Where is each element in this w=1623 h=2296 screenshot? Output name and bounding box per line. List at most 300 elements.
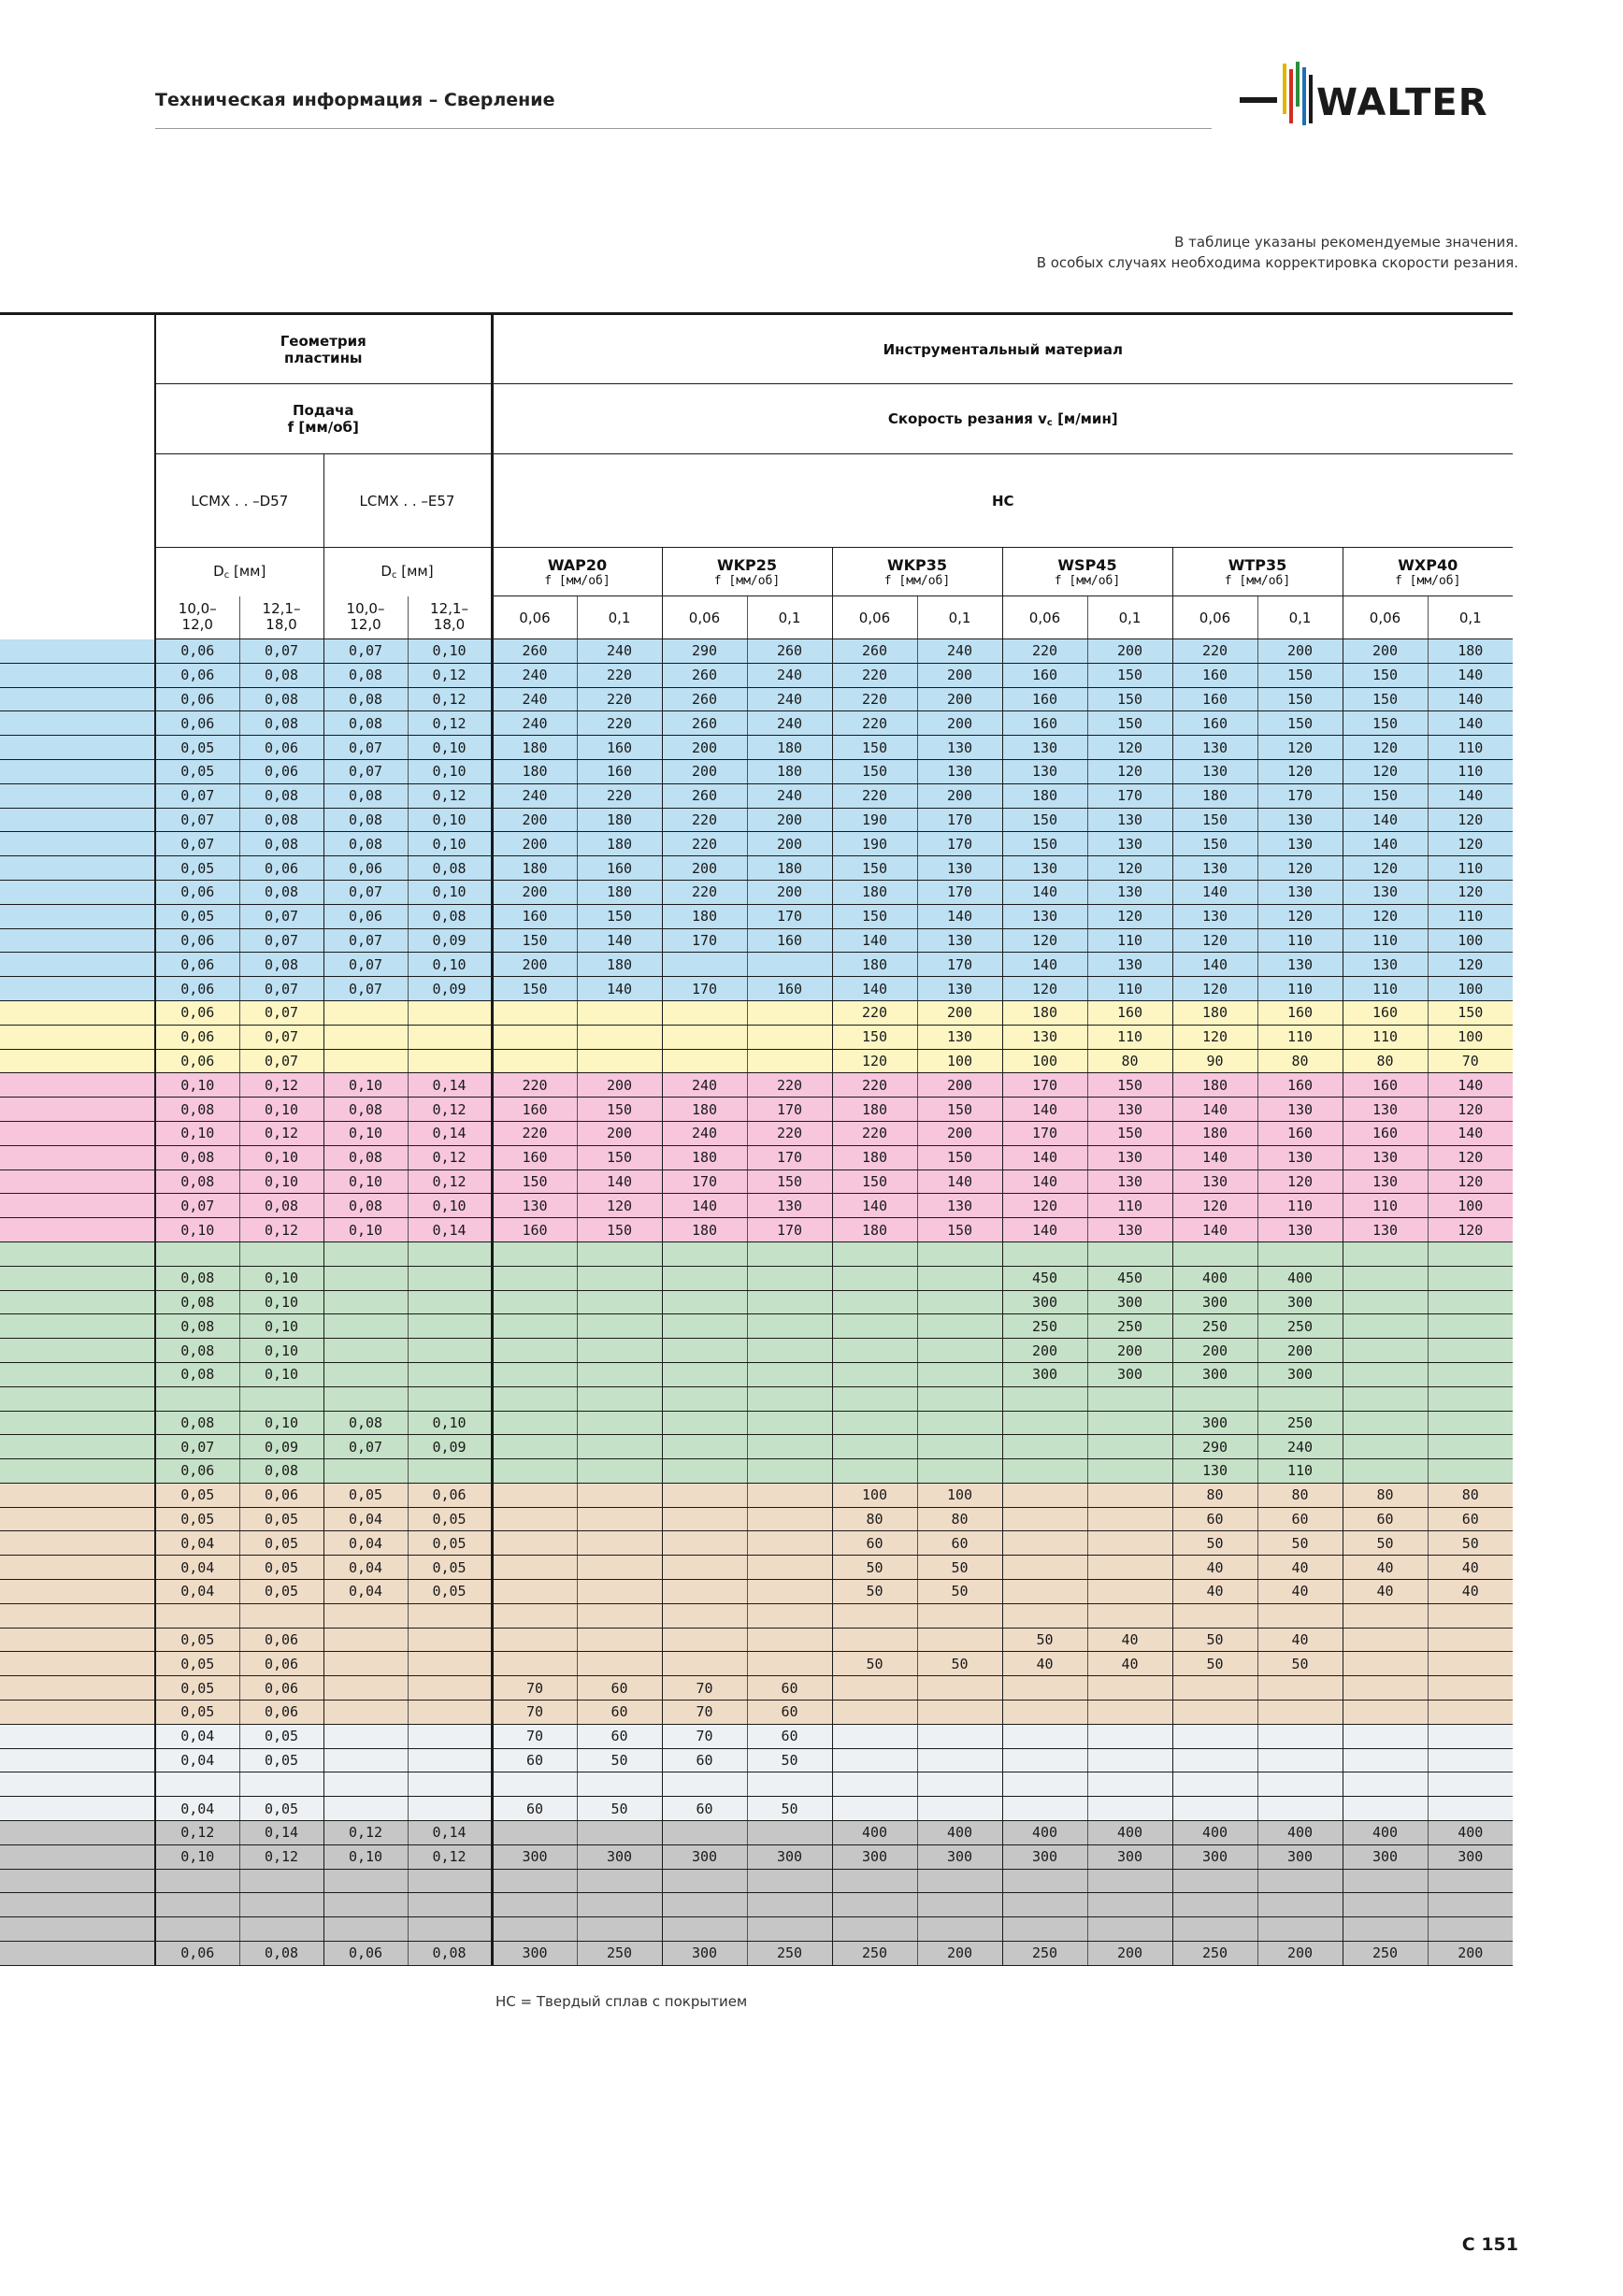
table-cell: 0,08 [239, 1194, 323, 1218]
table-cell: 50 [1172, 1652, 1257, 1676]
grade-header-wxp40: WXP40 f [мм/об] [1343, 548, 1513, 596]
table-cell [1087, 1603, 1172, 1628]
row-group-cell [0, 1844, 155, 1869]
table-cell [408, 1676, 492, 1700]
table-cell [492, 1049, 577, 1073]
row-group-cell [0, 977, 155, 1001]
table-cell: 0,10 [239, 1145, 323, 1170]
table-cell: 0,05 [155, 1507, 239, 1531]
table-cell [239, 1893, 323, 1917]
table-cell: 100 [1428, 928, 1513, 953]
table-cell [1087, 1483, 1172, 1507]
row-group-cell [0, 832, 155, 856]
table-cell: 0,08 [323, 663, 408, 687]
feed-value-header: 0,06 [1172, 596, 1257, 639]
table-cell: 140 [832, 977, 917, 1001]
table-cell [1343, 1700, 1428, 1725]
table-cell [832, 1893, 917, 1917]
feed-header: Подача f [мм/об] [155, 384, 492, 454]
table-cell: 70 [492, 1700, 577, 1725]
table-cell [917, 1724, 1002, 1748]
table-cell [662, 1772, 747, 1797]
table-cell [408, 1652, 492, 1676]
table-cell [492, 1869, 577, 1893]
table-cell [747, 1628, 832, 1652]
table-cell: 130 [1087, 832, 1172, 856]
table-cell [408, 1869, 492, 1893]
table-cell [323, 1241, 408, 1266]
row-group-cell [0, 1917, 155, 1942]
table-cell [323, 1724, 408, 1748]
table-cell: 220 [662, 832, 747, 856]
table-row [0, 759, 1513, 783]
table-cell: 0,10 [408, 880, 492, 904]
row-group-cell [0, 1942, 155, 1966]
table-cell: 250 [1172, 1942, 1257, 1966]
table-cell: 180 [662, 1098, 747, 1122]
row-group-cell [0, 1724, 155, 1748]
table-cell: 160 [492, 1098, 577, 1122]
table-cell: 240 [747, 711, 832, 736]
row-group-cell [0, 1507, 155, 1531]
table-cell: 150 [832, 759, 917, 783]
table-cell: 0,10 [408, 953, 492, 977]
table-cell: 150 [1087, 687, 1172, 711]
table-cell: 300 [1002, 1362, 1087, 1386]
table-cell: 110 [1428, 759, 1513, 783]
table-cell [577, 1459, 662, 1484]
table-cell: 200 [747, 880, 832, 904]
table-cell: 260 [662, 783, 747, 808]
table-cell: 120 [1172, 1194, 1257, 1218]
table-cell: 110 [1428, 856, 1513, 881]
table-cell: 0,12 [239, 1121, 323, 1145]
table-cell: 260 [662, 711, 747, 736]
table-cell: 140 [662, 1194, 747, 1218]
table-cell [662, 1821, 747, 1845]
table-cell: 120 [1172, 928, 1257, 953]
table-cell [662, 1893, 747, 1917]
table-cell: 130 [1087, 1218, 1172, 1242]
table-cell: 40 [1428, 1580, 1513, 1604]
table-cell: 140 [1172, 1098, 1257, 1122]
table-cell: 130 [492, 1194, 577, 1218]
table-cell [1002, 1772, 1087, 1797]
table-cell: 220 [832, 711, 917, 736]
table-cell [1087, 1580, 1172, 1604]
table-cell: 290 [662, 639, 747, 664]
table-cell [1257, 1676, 1343, 1700]
table-cell [1343, 1772, 1428, 1797]
table-cell [408, 1314, 492, 1339]
table-cell [1428, 1893, 1513, 1917]
table-cell: 180 [662, 904, 747, 928]
table-cell: 200 [492, 808, 577, 832]
table-row [0, 1507, 1513, 1531]
table-cell [1428, 1459, 1513, 1484]
table-cell [1257, 1748, 1343, 1772]
table-cell: 130 [1002, 759, 1087, 783]
table-cell [1002, 1580, 1087, 1604]
table-cell: 140 [1002, 880, 1087, 904]
table-cell [577, 1241, 662, 1266]
table-row [0, 856, 1513, 881]
table-cell [408, 1025, 492, 1049]
table-cell [832, 1290, 917, 1314]
table-cell: 240 [662, 1073, 747, 1098]
table-cell: 250 [1257, 1411, 1343, 1435]
table-cell [577, 1580, 662, 1604]
table-cell [1257, 1869, 1343, 1893]
table-cell: 220 [1172, 639, 1257, 664]
table-cell: 180 [747, 759, 832, 783]
table-cell: 0,10 [239, 1362, 323, 1386]
table-cell: 0,08 [155, 1145, 239, 1170]
table-cell [1428, 1869, 1513, 1893]
table-cell: 0,04 [155, 1531, 239, 1556]
row-group-cell [0, 1290, 155, 1314]
table-cell: 130 [917, 736, 1002, 760]
table-cell: 110 [1257, 1459, 1343, 1484]
table-cell [747, 1893, 832, 1917]
table-cell: 60 [577, 1676, 662, 1700]
table-cell [1343, 1917, 1428, 1942]
table-cell: 250 [1257, 1314, 1343, 1339]
table-cell: 250 [747, 1942, 832, 1966]
table-cell [832, 1314, 917, 1339]
table-cell: 0,08 [155, 1362, 239, 1386]
table-cell [577, 1483, 662, 1507]
table-cell [492, 1266, 577, 1290]
table-cell: 240 [577, 639, 662, 664]
table-cell: 0,08 [155, 1339, 239, 1363]
table-cell: 180 [832, 880, 917, 904]
table-cell: 400 [1002, 1821, 1087, 1845]
table-cell [1172, 1772, 1257, 1797]
table-cell: 180 [1002, 1000, 1087, 1025]
table-cell [662, 953, 747, 977]
table-cell: 0,10 [155, 1073, 239, 1098]
table-cell: 0,08 [155, 1098, 239, 1122]
row-group-cell [0, 1241, 155, 1266]
table-cell: 180 [662, 1218, 747, 1242]
table-cell [1343, 1386, 1428, 1411]
table-cell [1002, 1893, 1087, 1917]
table-cell: 120 [1343, 759, 1428, 783]
table-cell: 180 [1172, 1000, 1257, 1025]
table-cell: 70 [1428, 1049, 1513, 1073]
table-cell [492, 1025, 577, 1049]
table-cell: 140 [917, 904, 1002, 928]
table-cell: 140 [1172, 880, 1257, 904]
table-row [0, 1170, 1513, 1194]
table-cell: 220 [492, 1073, 577, 1098]
insert-e57-header: LCMX . . –E57 [323, 454, 492, 548]
table-cell: 180 [492, 736, 577, 760]
table-cell: 0,10 [408, 639, 492, 664]
table-cell: 0,06 [323, 1942, 408, 1966]
table-cell: 0,10 [239, 1314, 323, 1339]
table-cell [747, 1772, 832, 1797]
table-cell: 0,04 [155, 1580, 239, 1604]
table-cell: 170 [747, 904, 832, 928]
table-cell [747, 1917, 832, 1942]
table-cell: 80 [1257, 1049, 1343, 1073]
table-cell [1428, 1700, 1513, 1725]
feed-value-header: 0,06 [1343, 596, 1428, 639]
table-cell: 0,06 [239, 1676, 323, 1700]
table-cell: 130 [1343, 1218, 1428, 1242]
table-cell [155, 1386, 239, 1411]
table-cell: 0,04 [155, 1556, 239, 1580]
table-cell [1428, 1603, 1513, 1628]
row-group-cell [0, 1049, 155, 1073]
table-cell: 130 [1172, 904, 1257, 928]
row-group-cell [0, 1869, 155, 1893]
table-cell: 400 [1343, 1821, 1428, 1845]
table-cell [323, 1000, 408, 1025]
table-cell: 150 [1002, 808, 1087, 832]
table-cell: 150 [1087, 663, 1172, 687]
table-cell [577, 1893, 662, 1917]
table-cell [747, 1314, 832, 1339]
table-cell [1087, 1772, 1172, 1797]
table-cell [1343, 1290, 1428, 1314]
table-cell: 110 [1257, 928, 1343, 953]
footnote: HC = Твердый сплав с покрытием [496, 1993, 748, 2010]
table-cell [577, 1266, 662, 1290]
table-row [0, 736, 1513, 760]
table-cell: 0,07 [155, 1435, 239, 1459]
table-cell: 0,07 [323, 880, 408, 904]
row-group-cell [0, 1000, 155, 1025]
table-cell: 0,10 [239, 1266, 323, 1290]
table-cell: 0,10 [239, 1170, 323, 1194]
table-cell [747, 1652, 832, 1676]
table-cell: 50 [577, 1748, 662, 1772]
dc-header-2: $D_c$ [мм] [323, 548, 492, 596]
table-row [0, 1942, 1513, 1966]
table-cell: 130 [1172, 856, 1257, 881]
table-cell [577, 1531, 662, 1556]
table-cell: 80 [832, 1507, 917, 1531]
table-cell: 50 [1257, 1652, 1343, 1676]
table-cell: 110 [1087, 1194, 1172, 1218]
table-cell: 160 [492, 1218, 577, 1242]
row-group-cell [0, 1821, 155, 1845]
table-cell: 0,12 [408, 1145, 492, 1170]
table-cell: 0,08 [323, 783, 408, 808]
table-row [0, 1821, 1513, 1845]
table-cell [323, 1290, 408, 1314]
table-cell [492, 1411, 577, 1435]
table-cell: 60 [492, 1797, 577, 1821]
table-cell: 0,06 [155, 1942, 239, 1966]
table-cell [747, 1411, 832, 1435]
table-cell [577, 1652, 662, 1676]
row-group-cell [0, 1362, 155, 1386]
table-cell [1172, 1797, 1257, 1821]
table-cell: 60 [1343, 1507, 1428, 1531]
table-cell: 120 [1087, 904, 1172, 928]
table-cell: 110 [1428, 904, 1513, 928]
table-cell: 300 [1343, 1844, 1428, 1869]
table-cell: 0,09 [239, 1435, 323, 1459]
table-cell: 0,10 [408, 1194, 492, 1218]
table-cell: 400 [832, 1821, 917, 1845]
table-cell: 150 [917, 1218, 1002, 1242]
table-cell: 180 [832, 1098, 917, 1122]
table-cell: 100 [917, 1049, 1002, 1073]
table-cell [1428, 1435, 1513, 1459]
table-cell: 240 [747, 687, 832, 711]
table-cell: 170 [1002, 1121, 1087, 1145]
table-cell: 0,08 [239, 663, 323, 687]
table-cell: 120 [1172, 977, 1257, 1001]
table-cell: 140 [1002, 1170, 1087, 1194]
table-cell [492, 1459, 577, 1484]
table-cell: 0,08 [323, 1411, 408, 1435]
table-cell: 180 [1428, 639, 1513, 664]
table-cell: 120 [1002, 1194, 1087, 1218]
table-cell: 0,12 [408, 711, 492, 736]
table-cell [1172, 1917, 1257, 1942]
row-group-cell [0, 663, 155, 687]
table-cell [1087, 1556, 1172, 1580]
table-row [0, 1772, 1513, 1797]
table-cell: 170 [747, 1218, 832, 1242]
table-cell: 130 [917, 1194, 1002, 1218]
table-cell: 140 [832, 1194, 917, 1218]
table-cell [1343, 1314, 1428, 1339]
table-cell [917, 1772, 1002, 1797]
table-cell: 110 [1087, 1025, 1172, 1049]
table-cell: 0,07 [323, 1435, 408, 1459]
table-cell [323, 1049, 408, 1073]
table-cell: 130 [1087, 1170, 1172, 1194]
table-cell: 40 [1257, 1580, 1343, 1604]
table-cell: 70 [662, 1676, 747, 1700]
table-cell: 0,10 [408, 736, 492, 760]
table-row [0, 783, 1513, 808]
table-cell [323, 1339, 408, 1363]
table-cell [747, 1266, 832, 1290]
table-cell: 50 [1428, 1531, 1513, 1556]
table-cell: 160 [1172, 663, 1257, 687]
table-cell: 200 [1002, 1339, 1087, 1363]
table-cell [1002, 1386, 1087, 1411]
table-cell: 0,05 [239, 1724, 323, 1748]
table-cell: 60 [662, 1797, 747, 1821]
table-cell: 200 [917, 1000, 1002, 1025]
table-cell [577, 1314, 662, 1339]
table-cell: 140 [1428, 1121, 1513, 1145]
table-cell [1257, 1603, 1343, 1628]
table-cell: 110 [1343, 1194, 1428, 1218]
table-cell [492, 1483, 577, 1507]
table-cell: 0,10 [323, 1121, 408, 1145]
table-cell [662, 1362, 747, 1386]
feed-value-header: 0,1 [577, 596, 662, 639]
table-cell [577, 1435, 662, 1459]
table-cell: 120 [1257, 736, 1343, 760]
table-cell [1257, 1386, 1343, 1411]
table-row [0, 1314, 1513, 1339]
table-cell [1343, 1266, 1428, 1290]
table-cell: 0,06 [239, 759, 323, 783]
table-cell: 240 [662, 1121, 747, 1145]
table-cell [747, 1241, 832, 1266]
page-title: Техническая информация – Сверление [155, 90, 555, 110]
table-cell: 140 [1428, 687, 1513, 711]
table-cell: 50 [1343, 1531, 1428, 1556]
table-cell: 400 [917, 1821, 1002, 1845]
table-cell: 120 [1257, 856, 1343, 881]
table-cell [1002, 1748, 1087, 1772]
table-cell: 0,08 [408, 856, 492, 881]
table-cell: 70 [662, 1700, 747, 1725]
table-cell: 50 [917, 1556, 1002, 1580]
table-cell: 0,05 [155, 1700, 239, 1725]
table-cell: 0,05 [155, 1483, 239, 1507]
table-cell [1002, 1797, 1087, 1821]
table-cell: 190 [832, 808, 917, 832]
table-cell [747, 1435, 832, 1459]
table-cell: 140 [1428, 663, 1513, 687]
table-cell: 150 [917, 1098, 1002, 1122]
table-cell [832, 1628, 917, 1652]
table-cell: 200 [917, 711, 1002, 736]
row-group-cell [0, 1339, 155, 1363]
table-cell [1257, 1893, 1343, 1917]
header-divider [155, 128, 1212, 129]
table-cell: 80 [1428, 1483, 1513, 1507]
table-cell: 0,05 [239, 1748, 323, 1772]
table-cell: 130 [1172, 736, 1257, 760]
table-cell: 200 [1172, 1339, 1257, 1363]
table-cell: 300 [662, 1942, 747, 1966]
table-cell: 160 [1172, 711, 1257, 736]
table-cell [155, 1603, 239, 1628]
table-cell: 50 [577, 1797, 662, 1821]
table-cell: 150 [917, 1145, 1002, 1170]
table-cell: 300 [832, 1844, 917, 1869]
table-cell [323, 1917, 408, 1942]
table-cell: 170 [917, 880, 1002, 904]
table-row [0, 1700, 1513, 1725]
table-cell: 0,07 [323, 639, 408, 664]
table-cell: 170 [1257, 783, 1343, 808]
table-cell [1428, 1652, 1513, 1676]
page-number: C 151 [1461, 2234, 1518, 2255]
table-cell: 0,10 [239, 1290, 323, 1314]
table-cell: 0,05 [323, 1483, 408, 1507]
table-cell: 120 [1343, 904, 1428, 928]
table-cell: 150 [1343, 711, 1428, 736]
table-cell [1172, 1241, 1257, 1266]
row-group-cell [0, 711, 155, 736]
table-cell [1087, 1893, 1172, 1917]
table-cell [747, 1603, 832, 1628]
table-cell [492, 1603, 577, 1628]
table-row [0, 1290, 1513, 1314]
table-row [0, 1073, 1513, 1098]
table-cell: 140 [1172, 1218, 1257, 1242]
table-cell [832, 1917, 917, 1942]
table-cell: 130 [917, 928, 1002, 953]
table-cell [1343, 1435, 1428, 1459]
table-cell: 220 [577, 687, 662, 711]
